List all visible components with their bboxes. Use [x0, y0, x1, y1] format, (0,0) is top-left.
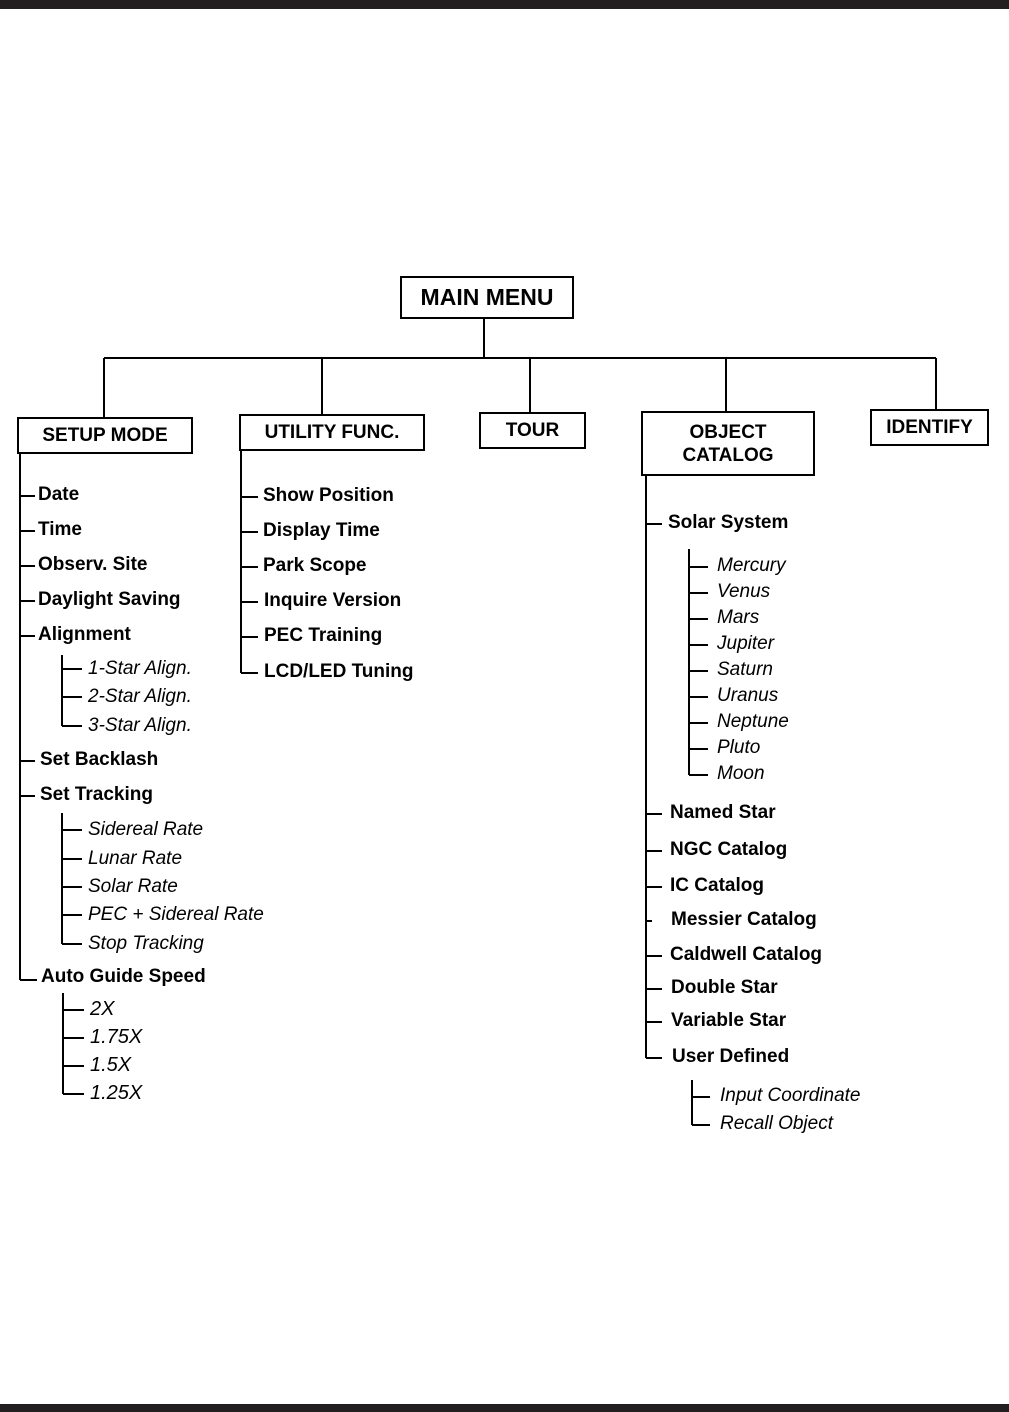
guide-speed-sub-item: 1.75X	[90, 1026, 143, 1048]
catalog-item-ngc-catalog: NGC Catalog	[670, 839, 788, 860]
alignment-sub-item: 3-Star Align.	[88, 715, 192, 736]
solar-sub-item: Pluto	[717, 737, 761, 758]
catalog-item-ic-catalog: IC Catalog	[670, 875, 764, 896]
catalog-item-user-defined: User Defined	[672, 1046, 790, 1067]
object-catalog-box	[641, 411, 815, 476]
tour-label: TOUR	[505, 420, 560, 441]
setup-item-daylight-saving: Daylight Saving	[38, 589, 181, 610]
utility-func-label: UTILITY FUNC.	[264, 422, 400, 443]
identify-box	[870, 409, 989, 446]
setup-item-auto-guide-speed: Auto Guide Speed	[41, 966, 206, 987]
setup-mode-label: SETUP MODE	[42, 425, 168, 446]
guide-speed-sub-item: 1.5X	[90, 1054, 132, 1076]
utility-item-show-position: Show Position	[263, 485, 394, 506]
setup-mode-box	[17, 417, 193, 454]
utility-func-box	[239, 414, 425, 451]
catalog-item-named-star: Named Star	[670, 802, 776, 823]
solar-sub-item: Venus	[717, 581, 771, 602]
solar-sub-item: Mercury	[717, 555, 786, 576]
setup-item-set-tracking: Set Tracking	[40, 784, 153, 805]
setup-item-alignment: Alignment	[38, 624, 131, 645]
alignment-sub-item: 1-Star Align.	[88, 658, 192, 679]
utility-item-display-time: Display Time	[263, 520, 380, 541]
tracking-sub-item: Stop Tracking	[88, 933, 204, 954]
solar-sub-item: Uranus	[717, 685, 779, 706]
setup-item-observ-site: Observ. Site	[38, 554, 148, 575]
tracking-sub-item: Sidereal Rate	[88, 819, 204, 840]
guide-speed-sub-item: 1.25X	[90, 1082, 143, 1104]
tracking-sub-item: Solar Rate	[88, 876, 178, 897]
object-catalog-label-line1: OBJECT	[689, 421, 767, 443]
solar-sub-item: Mars	[717, 607, 760, 628]
catalog-item-caldwell-catalog: Caldwell Catalog	[670, 944, 823, 965]
main-menu-box	[400, 276, 574, 319]
utility-item-inquire-version: Inquire Version	[264, 590, 402, 611]
main-menu-label: MAIN MENU	[420, 284, 554, 310]
catalog-item-variable-star: Variable Star	[671, 1010, 787, 1031]
setup-item-set-backlash: Set Backlash	[40, 749, 159, 770]
tracking-sub-item: PEC + Sidereal Rate	[88, 904, 264, 925]
tracking-sub-item: Lunar Rate	[88, 848, 183, 869]
solar-sub-item: Saturn	[717, 659, 773, 680]
setup-item-time: Time	[38, 519, 83, 540]
utility-item-lcd-led-tuning: LCD/LED Tuning	[264, 661, 414, 682]
user-defined-sub-item: Input Coordinate	[720, 1085, 861, 1106]
setup-item-date: Date	[38, 484, 80, 505]
tour-box	[479, 412, 586, 449]
utility-item-park-scope: Park Scope	[263, 555, 367, 576]
guide-speed-sub-item: 2X	[90, 998, 115, 1020]
solar-sub-item: Neptune	[717, 711, 789, 732]
utility-item-pec-training: PEC Training	[264, 625, 383, 646]
catalog-item-messier-catalog: Messier Catalog	[671, 909, 817, 930]
solar-sub-item: Jupiter	[717, 633, 775, 654]
object-catalog-label-line2: CATALOG	[682, 444, 774, 466]
alignment-sub-item: 2-Star Align.	[88, 686, 192, 707]
user-defined-sub-item: Recall Object	[720, 1113, 833, 1134]
catalog-item-double-star: Double Star	[671, 977, 778, 998]
catalog-item-solar-system: Solar System	[668, 512, 789, 533]
solar-sub-item: Moon	[717, 763, 765, 784]
identify-label: IDENTIFY	[886, 417, 973, 438]
